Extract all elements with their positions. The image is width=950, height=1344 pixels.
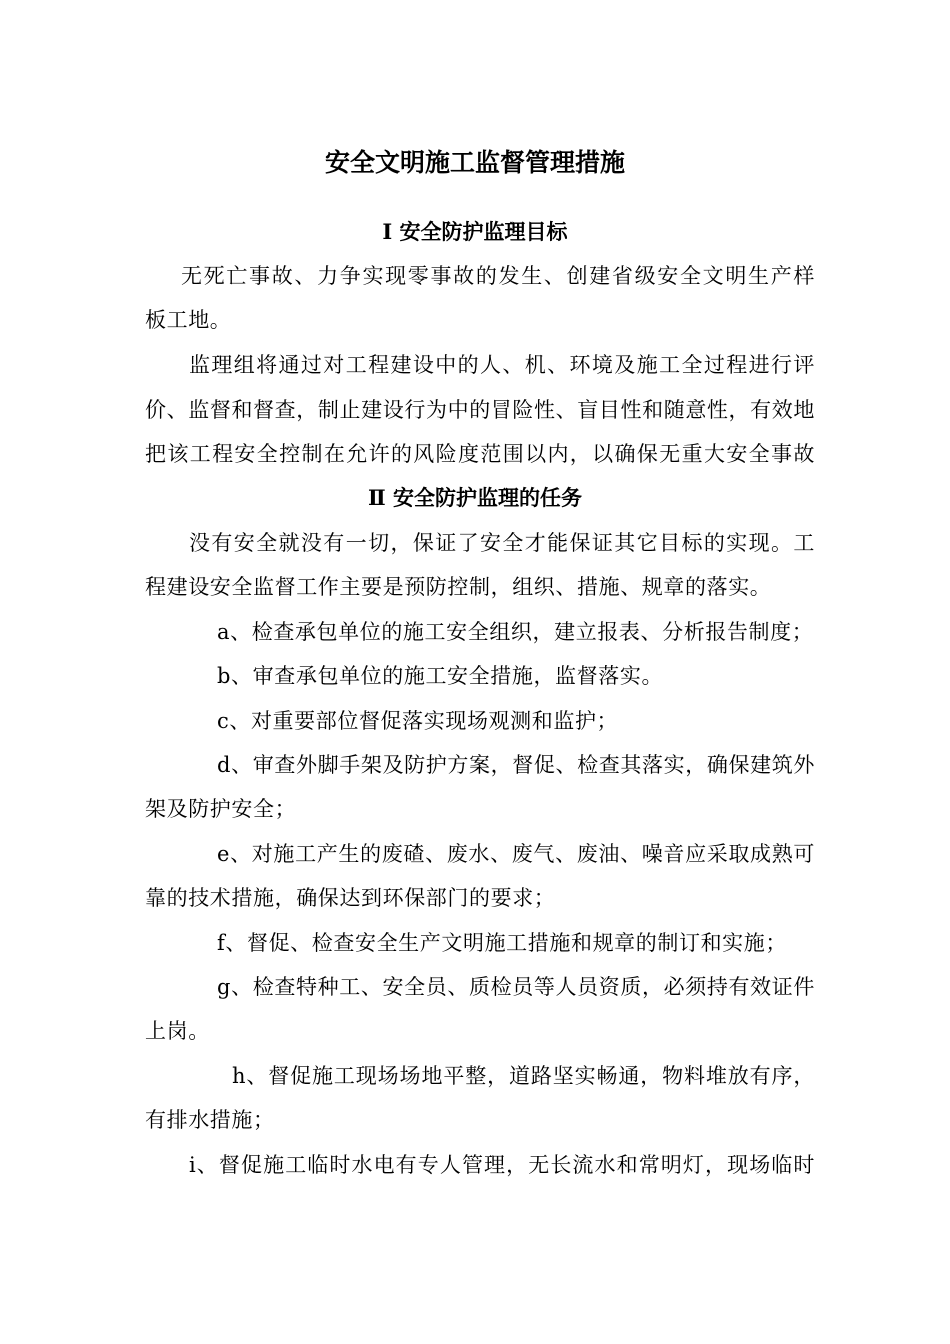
s1-p2-line-1: 监理组将通过对工程建设中的人、机、环境及施工全过程进行评 bbox=[189, 353, 815, 377]
item-e-line-1: e、对施工产生的废碴、废水、废气、废油、噪音应采取成熟可 bbox=[217, 842, 815, 866]
s1-p1-line-2: 板工地。 bbox=[145, 308, 232, 332]
item-a-line-1: a、检查承包单位的施工安全组织，建立报表、分析报告制度； bbox=[217, 620, 814, 644]
item-b-line-1: b、审查承包单位的施工安全措施，监督落实。 bbox=[217, 664, 664, 688]
item-c-line-1: c、对重要部位督促落实现场观测和监护； bbox=[217, 709, 619, 733]
s1-p2-line-3: 把该工程安全控制在允许的风险度范围以内，以确保无重大安全事故 bbox=[145, 442, 815, 466]
section-1-heading: Ⅰ 安全防护监理目标 bbox=[382, 219, 568, 244]
s1-p1-line-1: 无死亡事故、力争实现零事故的发生、创建省级安全文明生产样 bbox=[181, 264, 815, 288]
item-h-line-2: 有排水措施； bbox=[145, 1108, 275, 1132]
s2-p1-line-2: 程建设安全监督工作主要是预防控制，组织、措施、规章的落实。 bbox=[145, 575, 772, 599]
item-f-line-1: f、督促、检查安全生产文明施工措施和规章的制订和实施； bbox=[217, 931, 787, 955]
document-title: 安全文明施工监督管理措施 bbox=[324, 148, 625, 177]
item-g-line-1: g、检查特种工、安全员、质检员等人员资质，必须持有效证件 bbox=[217, 975, 815, 999]
s1-p2-line-2: 价、监督和督查，制止建设行为中的冒险性、盲目性和随意性，有效地 bbox=[145, 398, 815, 422]
item-d-line-2: 架及防护安全； bbox=[145, 797, 297, 821]
section-2-heading: Ⅱ 安全防护监理的任务 bbox=[367, 485, 582, 510]
item-e-line-2: 靠的技术措施，确保达到环保部门的要求； bbox=[145, 886, 556, 910]
item-g-line-2: 上岗。 bbox=[145, 1019, 210, 1043]
s2-p1-line-1: 没有安全就没有一切，保证了安全才能保证其它目标的实现。工 bbox=[189, 531, 815, 555]
item-h-line-1: h、督促施工现场场地平整，道路坚实畅通，物料堆放有序， bbox=[232, 1064, 815, 1088]
item-d-line-1: d、审查外脚手架及防护方案，督促、检查其落实，确保建筑外 bbox=[217, 753, 815, 777]
item-i-line-1: i、督促施工临时水电有专人管理，无长流水和常明灯，现场临时 bbox=[189, 1153, 815, 1177]
